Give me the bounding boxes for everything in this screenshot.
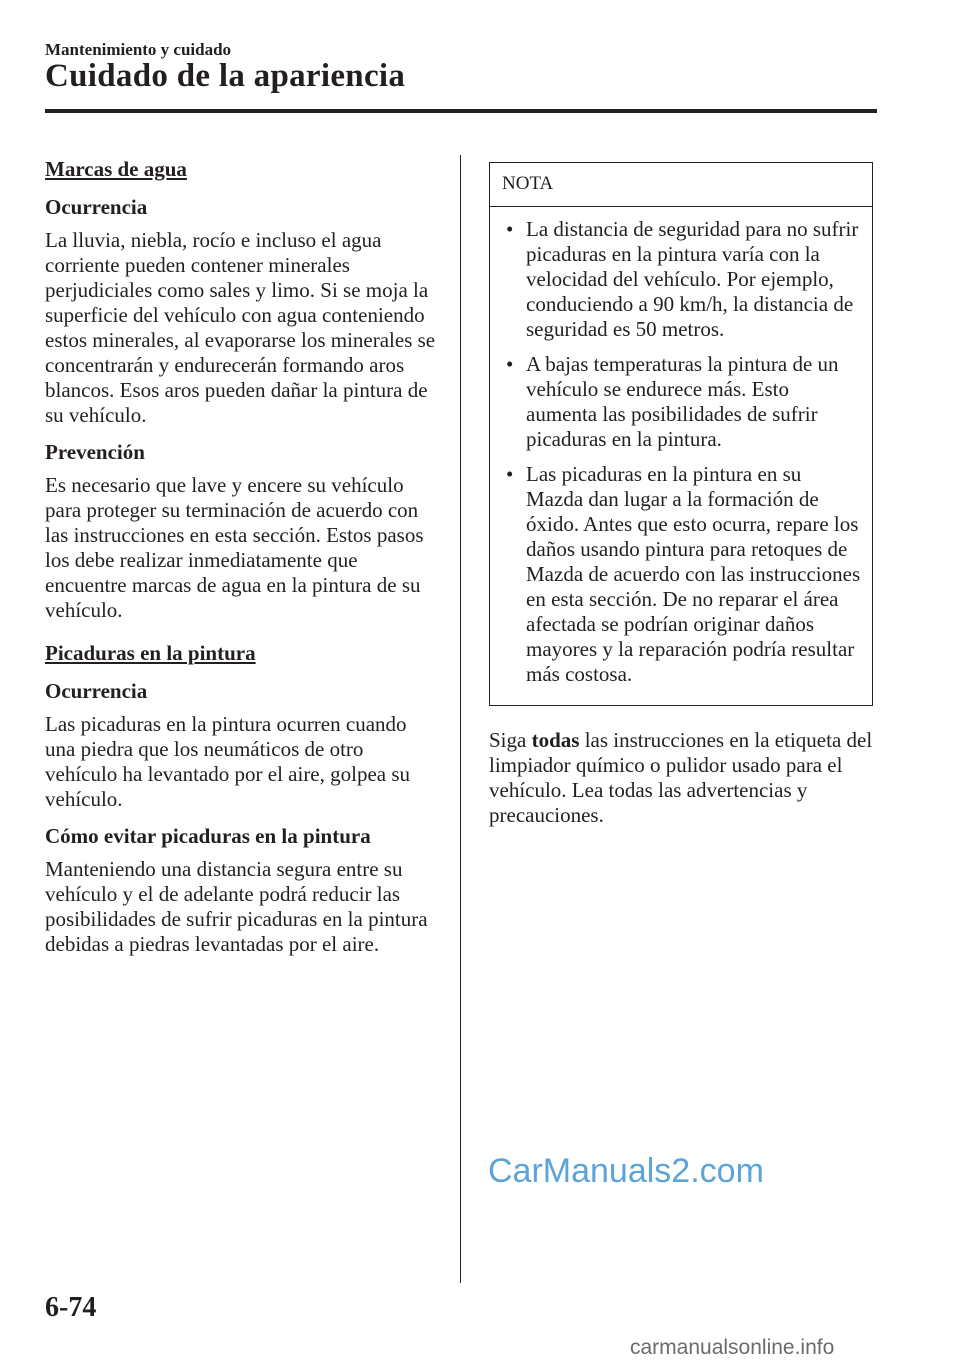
text-todas: todas [531, 728, 580, 752]
paragraph-water-marks-prevention: Es necesario que lave y encere su vehículo para proteger su terminación de acuerdo con las instrucciones en esta sección. Estos pasos los debe realizar inmediatamente que encuentre marcas de agua en la pintura de su vehículo. [45, 473, 424, 622]
paragraph-water-marks-occurrence: La lluvia, niebla, rocío e incluso el agua corriente pueden contener minerales perjudiciales como sales y limo. Si se moja la superficie del vehículo con agua conteniendo estos minerales, al evaporarse los minerales se concentrarán y endurecerán formando aros blancos. Esos aros pueden dañar la pintura de su vehículo. [45, 228, 436, 427]
page-number: 6-74 [45, 1292, 97, 1323]
paragraph-avoid-chips: Manteniendo una distancia segura entre su vehículo y el de adelante podrá reducir las posibilidades de sufrir picaduras en la pintura debidas a piedras levantadas por el aire. [45, 857, 428, 956]
right-column [489, 162, 877, 840]
watermark-footer-text: carmanualsonline.info [630, 1336, 835, 1359]
text-instructions-rest: las instrucciones en la etiqueta del limpiador químico o pulidor usado para el vehículo. Lea todas las advertencias y precauciones. [489, 728, 873, 827]
note-list [490, 207, 872, 705]
topic-paint-chips-heading: Picaduras en la pintura [45, 641, 256, 665]
watermark-logo: CarManuals2.com [488, 1152, 764, 1190]
page-title: Cuidado de la apariencia [45, 58, 406, 94]
section-label: Mantenimiento y cuidado [45, 40, 232, 59]
column-divider [460, 155, 461, 1283]
note-item: • La distancia de seguridad para no sufrir picaduras en la pintura varía con la velocidad del vehículo. Por ejemplo, conduciendo a 90 km/h, la distancia de seguridad es 50 metros. [500, 217, 862, 342]
paragraph-chips-occurrence: Las picaduras en la pintura ocurren cuando una piedra que los neumáticos de otro vehículo ha levantado por el aire, golpea su vehículo. [45, 712, 411, 811]
note-heading: NOTA [490, 163, 872, 207]
note-item: • A bajas temperaturas la pintura de un vehículo se endurece más. Esto aumenta las posibilidades de sufrir picaduras en la pintura. [500, 352, 862, 452]
subheading-avoid-chips: Cómo evitar picaduras en la pintura [45, 824, 371, 848]
topic-water-marks-heading: Marcas de agua [45, 157, 187, 181]
left-column [45, 157, 440, 969]
subheading-occurrence: Ocurrencia [45, 195, 148, 219]
paragraph-follow-instructions [489, 728, 877, 828]
header-rule [45, 109, 877, 113]
subheading-prevention: Prevención [45, 440, 145, 464]
text-siga: Siga [489, 728, 527, 752]
note-item: • Las picaduras en la pintura en su Mazda dan lugar a la formación de óxido. Antes que esto ocurra, repare los daños usando pintura para retoques de Mazda de acuerdo con las instrucciones en esta sección. De no reparar el área afectada se podrían originar daños mayores y la reparación podría resultar más costosa. [500, 462, 862, 687]
note-box [489, 162, 873, 706]
subheading-occurrence-chips: Ocurrencia [45, 679, 148, 703]
